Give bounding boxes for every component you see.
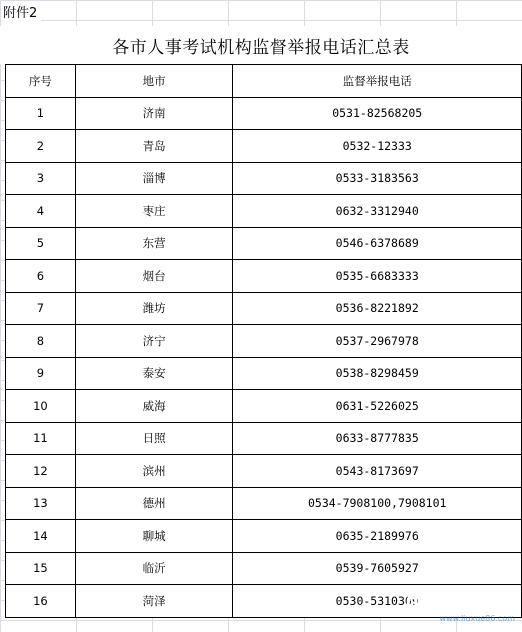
row-phone[interactable]: 0532-12333 <box>233 130 522 163</box>
row-phone[interactable]: 0633-8777835 <box>233 422 522 455</box>
row-index[interactable]: 6 <box>6 260 76 293</box>
row-index[interactable]: 16 <box>6 585 76 618</box>
table-row <box>6 422 522 455</box>
row-index[interactable]: 13 <box>6 487 76 520</box>
row-index[interactable]: 8 <box>6 325 76 358</box>
row-city[interactable]: 青岛 <box>75 130 233 163</box>
table-title: 各市人事考试机构监督举报电话汇总表 <box>0 26 522 64</box>
table-row <box>6 130 522 163</box>
table-row <box>6 390 522 423</box>
row-city[interactable]: 德州 <box>75 487 233 520</box>
row-phone[interactable]: 0632-3312940 <box>233 195 522 228</box>
row-phone[interactable]: 0537-2967978 <box>233 325 522 358</box>
table-row <box>6 325 522 358</box>
row-phone[interactable]: 0535-6683333 <box>233 260 522 293</box>
watermark-url: www.liuxue86.com <box>439 614 515 623</box>
row-city[interactable]: 日照 <box>75 422 233 455</box>
hotline-table <box>5 64 522 618</box>
row-phone[interactable]: 0635-2189976 <box>233 520 522 553</box>
row-phone[interactable]: 0546-6378689 <box>233 227 522 260</box>
row-phone[interactable]: 0631-5226025 <box>233 390 522 423</box>
table-row <box>6 357 522 390</box>
row-index[interactable]: 11 <box>6 422 76 455</box>
header-phone[interactable]: 监督举报电话 <box>233 65 522 98</box>
row-phone[interactable]: 0539-7605927 <box>233 552 522 585</box>
table-row <box>6 455 522 488</box>
row-phone[interactable]: 0536-8221892 <box>233 292 522 325</box>
row-index[interactable]: 1 <box>6 97 76 130</box>
row-city[interactable]: 东营 <box>75 227 233 260</box>
watermark-logo <box>381 582 516 624</box>
table-row <box>6 162 522 195</box>
row-index[interactable]: 4 <box>6 195 76 228</box>
table-row <box>6 260 522 293</box>
row-city[interactable]: 菏泽 <box>75 585 233 618</box>
row-city[interactable]: 枣庄 <box>75 195 233 228</box>
row-index[interactable]: 7 <box>6 292 76 325</box>
row-phone[interactable]: 0533-3183563 <box>233 162 522 195</box>
row-phone[interactable]: 0534-7908100,7908101 <box>233 487 522 520</box>
row-city[interactable]: 淄博 <box>75 162 233 195</box>
row-city[interactable]: 威海 <box>75 390 233 423</box>
table-row <box>6 97 522 130</box>
row-city[interactable]: 烟台 <box>75 260 233 293</box>
table-row <box>6 195 522 228</box>
row-city[interactable]: 临沂 <box>75 552 233 585</box>
table-row <box>6 520 522 553</box>
table-row <box>6 292 522 325</box>
row-index[interactable]: 9 <box>6 357 76 390</box>
row-city[interactable]: 滨州 <box>75 455 233 488</box>
row-phone[interactable]: 0530-5310309 <box>233 585 522 618</box>
row-index[interactable]: 15 <box>6 552 76 585</box>
row-index[interactable]: 10 <box>6 390 76 423</box>
table-row <box>6 552 522 585</box>
row-city[interactable]: 济南 <box>75 97 233 130</box>
row-city[interactable]: 潍坊 <box>75 292 233 325</box>
row-city[interactable]: 济宁 <box>75 325 233 358</box>
table-row <box>6 487 522 520</box>
header-city[interactable]: 地市 <box>75 65 233 98</box>
watermark-text: 出国留学网 <box>404 589 515 614</box>
table-header-row <box>6 65 522 98</box>
row-index[interactable]: 2 <box>6 130 76 163</box>
row-phone[interactable]: 0538-8298459 <box>233 357 522 390</box>
row-index[interactable]: 12 <box>6 455 76 488</box>
table-row <box>6 227 522 260</box>
row-city[interactable]: 泰安 <box>75 357 233 390</box>
row-phone[interactable]: 0543-8173697 <box>233 455 522 488</box>
header-index[interactable]: 序号 <box>6 65 76 98</box>
row-city[interactable]: 聊城 <box>75 520 233 553</box>
row-phone[interactable]: 0531-82568205 <box>233 97 522 130</box>
attachment-label: 附件2 <box>2 6 41 22</box>
row-index[interactable]: 5 <box>6 227 76 260</box>
row-index[interactable]: 14 <box>6 520 76 553</box>
row-index[interactable]: 3 <box>6 162 76 195</box>
